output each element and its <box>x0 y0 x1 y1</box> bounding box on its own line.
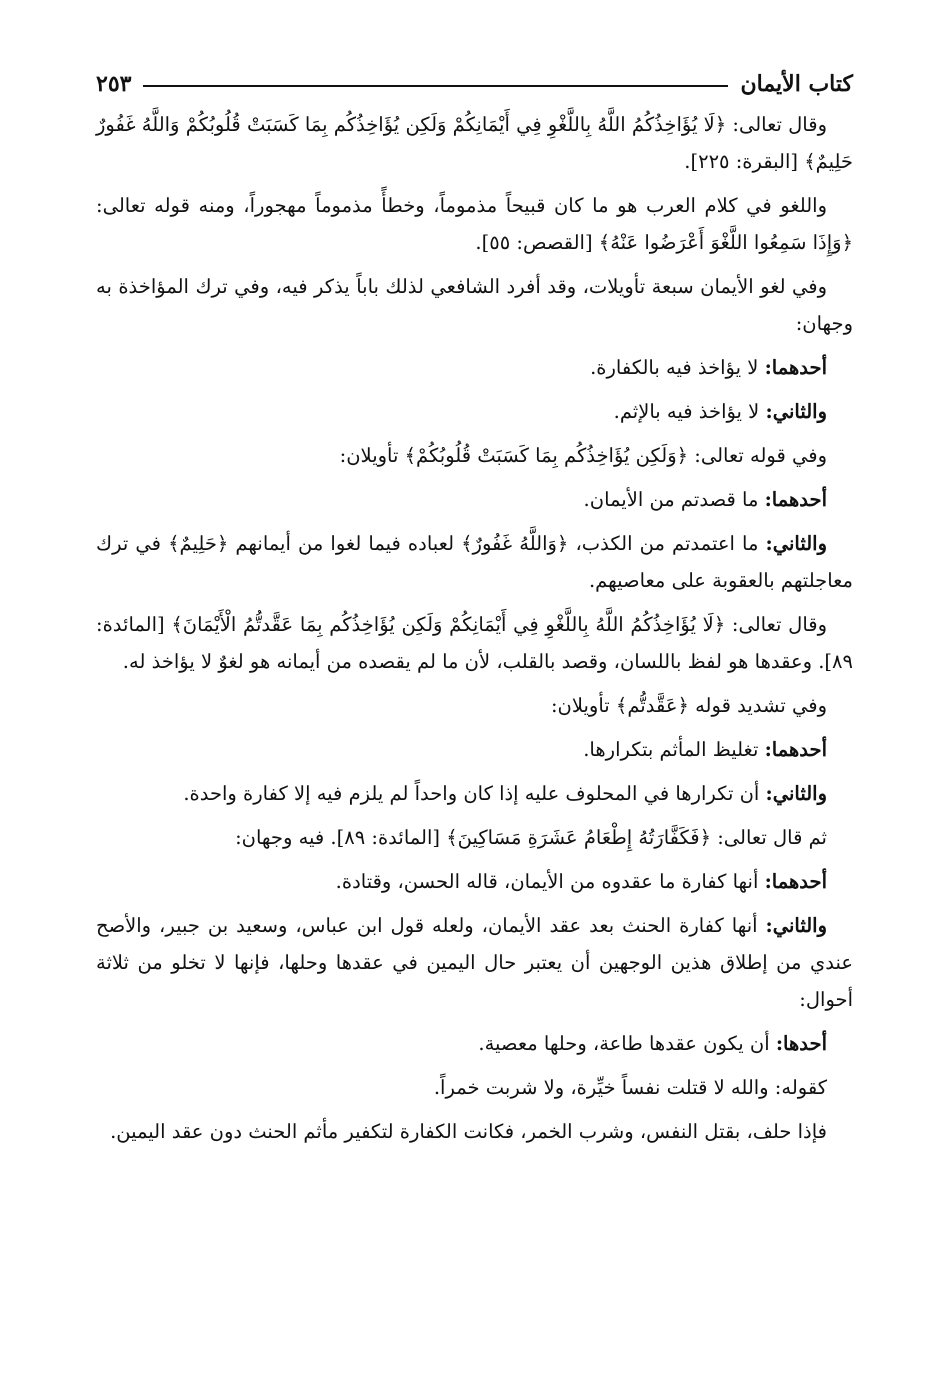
paragraph: أحدها: أن يكون عقدها طاعة، وحلها معصية. <box>478 1032 827 1055</box>
paragraph: كقوله: والله لا قتلت نفساً خيِّرة، ولا شربت خمراً. <box>433 1076 827 1099</box>
paragraph: أحدهما: لا يؤاخذ فيه بالكفارة. <box>590 356 827 379</box>
paragraph: وفي قوله تعالى: ﴿وَلَكِن يُؤَاخِذُكُم بِمَا كَسَبَتْ قُلُوبُكُمْ﴾ تأويلان: <box>339 444 827 467</box>
paragraph: واللغو في كلام العرب هو ما كان قبيحاً مذموماً، وخطأً مذموماً مهجوراً، ومنه قوله تعالى: ﴿وَإِذَا سَمِعُوا اللَّغْوَ أَعْرَضُوا عَنْهُ﴾ [القصص: ٥٥]. <box>96 194 853 254</box>
paragraph: والثاني: أنها كفارة الحنث بعد عقد الأيمان، ولعله قول ابن عباس، وسعيد بن جبير، والأصح عندي من إطلاق هذين الوجهين أن يعتبر حال اليمين في عقدها وحلها، فإنها لا تخلو من ثلاثة أحوال: <box>96 914 853 1011</box>
running-header <box>96 62 853 106</box>
paragraph: والثاني: أن تكرارها في المحلوف عليه إذا كان واحداً لم يلزم فيه إلا كفارة واحدة. <box>183 782 827 805</box>
paragraph: وفي لغو الأيمان سبعة تأويلات، وقد أفرد الشافعي لذلك باباً يذكر فيه، وفي ترك المؤاخذة به وجهان: <box>96 275 853 335</box>
paragraph: وفي تشديد قوله ﴿عَقَّدتُّم﴾ تأويلان: <box>550 694 827 717</box>
paragraph: والثاني: ما اعتمدتم من الكذب، ﴿وَاللَّهُ غَفُورٌ﴾ لعباده فيما لغوا من أيمانهم ﴿حَلِيمٌ﴾ في ترك معاجلتهم بالعقوبة على معاصيهم. <box>96 532 853 592</box>
page-number: ٢٥٣ <box>96 71 132 97</box>
paragraph: أحدهما: أنها كفارة ما عقدوه من الأيمان، قاله الحسن، وقتادة. <box>335 870 827 893</box>
paragraph: أحدهما: تغليظ المأثم بتكرارها. <box>583 738 827 761</box>
chapter-title: كتاب الأيمان <box>740 71 853 97</box>
paragraph: وقال تعالى: ﴿لَا يُؤَاخِذُكُمُ اللَّهُ بِاللَّغْوِ فِي أَيْمَانِكُمْ وَلَكِن يُؤَاخِذُكُم بِمَا كَسَبَتْ قُلُوبُكُمْ وَاللَّهُ غَفُورٌ حَلِيمٌ﴾ [البقرة: ٢٢٥]. <box>96 113 853 173</box>
paragraph: ثم قال تعالى: ﴿فَكَفَّارَتُهُ إِطْعَامُ عَشَرَةِ مَسَاكِينَ﴾ [المائدة: ٨٩]. فيه وجهان: <box>235 826 827 849</box>
header-rule <box>143 85 728 87</box>
paragraph: وقال تعالى: ﴿لَا يُؤَاخِذُكُمُ اللَّهُ بِاللَّغْوِ فِي أَيْمَانِكُمْ وَلَكِن يُؤَاخِذُكُم بِمَا عَقَّدتُّمُ الْأَيْمَانَ﴾ [المائدة: ٨٩]. وعقدها هو لفظ باللسان، وقصد بالقلب، لأن ما لم يقصده من أيمانه هو لغوٌ لا يؤاخذ له. <box>96 613 853 673</box>
paragraph: والثاني: لا يؤاخذ فيه بالإثم. <box>613 400 827 423</box>
paragraph: فإذا حلف، بقتل النفس، وشرب الخمر، فكانت الكفارة لتكفير مأثم الحنث دون عقد اليمين. <box>110 1120 827 1143</box>
paragraph: أحدهما: ما قصدتم من الأيمان. <box>583 488 827 511</box>
page-body <box>96 106 853 1150</box>
